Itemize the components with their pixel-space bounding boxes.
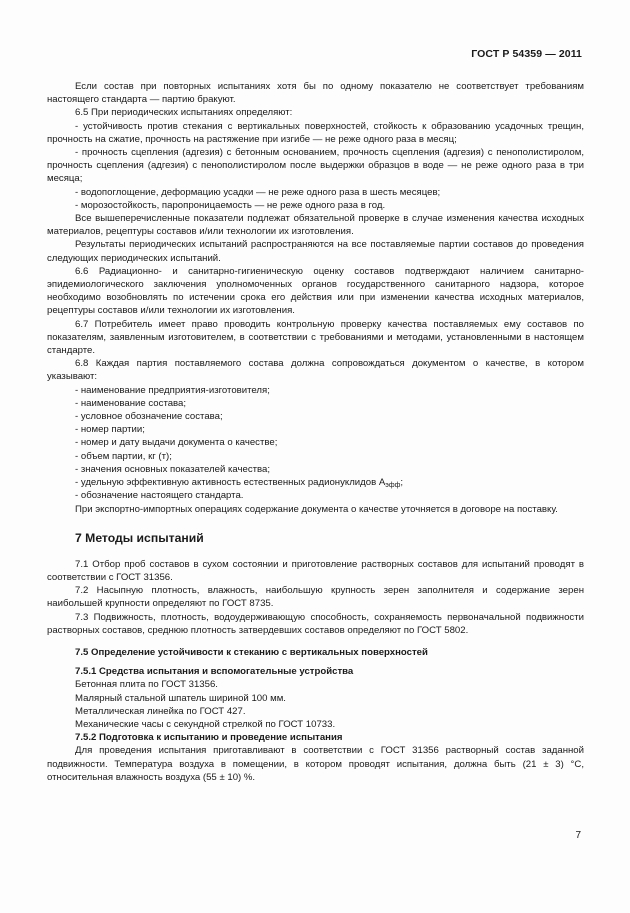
- paragraph: Если состав при повторных испытаниях хотя бы по одному показателю не соответствует требованиям настоящего стандарта — партию бракуют.: [47, 81, 584, 106]
- subsection-title: 7.5.2 Подготовка к испытанию и проведение испытания: [75, 732, 343, 744]
- page-content: [47, 80, 584, 784]
- list-item: - водопоглощение, деформацию усадки — не реже одного раза в шесть месяцев;: [75, 186, 441, 198]
- paragraph: Результаты периодических испытаний распространяются на все поставляемые партии составов до проведения следующих периодических испытаний.: [47, 239, 584, 264]
- paragraph: 7.1 Отбор проб составов в сухом состоянии и приготовление растворных составов для испытаний проводят в соответствии с ГОСТ 31356.: [47, 558, 584, 583]
- standard-header: ГОСТ Р 54359 — 2011: [471, 48, 582, 60]
- list-item-activity: [47, 476, 584, 489]
- list-item: - объем партии, кг (т);: [75, 450, 172, 462]
- paragraph: 6.7 Потребитель имеет право проводить контрольную проверку качества поставляемых ему составов по показателям, заявленным изготовителем, в соответствии с требованиями и методами, установленными в настоящем стандарте.: [47, 318, 584, 357]
- equipment-item: Малярный стальной шпатель шириной 100 мм.: [75, 692, 286, 704]
- activity-text: - удельную эффективную активность естественных радионуклидов А: [75, 477, 386, 489]
- list-item: - прочность сцепления (адгезия) с бетонным основанием, прочность сцепления (адгезия) с пенополистиролом, прочность сцепления (адгезия) с пенополистиролом после выдержки образцов в воде — не реже одного раза в три месяца;: [47, 147, 584, 185]
- paragraph: Для проведения испытания приготавливают в соответствии с ГОСТ 31356 растворный состав заданной подвижности. Температура воздуха в помещении, в котором проводят испытания, должна быть (21 ± 3) °С, относительная влажность воздуха (55 ± 10) %.: [47, 745, 584, 783]
- export-note: При экспортно-импортных операциях содержание документа о качестве уточняется в договоре на поставку.: [75, 503, 558, 515]
- list-item: - обозначение настоящего стандарта.: [75, 490, 244, 502]
- list-item: - номер партии;: [75, 424, 145, 436]
- list-item: - значения основных показателей качества;: [75, 463, 271, 475]
- paragraph: Все вышеперечисленные показатели подлежат обязательной проверке в случае изменения качества исходных материалов, рецептуры составов и/или технологии их изготовления.: [47, 213, 584, 238]
- activity-tail: ;: [400, 477, 404, 489]
- paragraph: 7.2 Насыпную плотность, влажность, наибольшую крупность зерен заполнителя и содержание зерен наибольшей крупности определяют по ГОСТ 8735.: [47, 585, 584, 610]
- subsection-title: 7.5 Определение устойчивости к стеканию с вертикальных поверхностей: [75, 646, 428, 658]
- list-item: - условное обозначение состава;: [75, 411, 223, 423]
- list-item: - номер и дату выдачи документа о качестве;: [75, 437, 278, 449]
- activity-subscript: эфф: [385, 482, 401, 490]
- equipment-item: Механические часы с секундной стрелкой по ГОСТ 10733.: [75, 718, 336, 730]
- list-item: - устойчивость против стекания с вертикальных поверхностей, стойкость к образованию усадочных трещин, прочность на сжатие, прочность на растяжение при изгибе — не реже одного раза в месяц;: [47, 120, 584, 145]
- paragraph: 7.3 Подвижность, плотность, водоудерживающую способность, сохраняемость первоначальной подвижности растворных составов, среднюю плотность затвердевших составов определяют по ГОСТ 5802.: [47, 611, 584, 636]
- page-number: 7: [575, 830, 581, 841]
- paragraph: 6.5 При периодических испытаниях определяют:: [75, 107, 293, 119]
- list-item: - наименование состава;: [75, 397, 187, 409]
- section-title: 7 Методы испытаний: [75, 530, 204, 545]
- equipment-item: Бетонная плита по ГОСТ 31356.: [75, 679, 218, 691]
- paragraph: 6.8 Каждая партия поставляемого состава должна сопровождаться документом о качестве, в котором указывают:: [47, 358, 584, 383]
- list-item: - морозостойкость, паропроницаемость — не реже одного раза в год.: [75, 199, 386, 211]
- list-item: - наименование предприятия-изготовителя;: [75, 384, 270, 396]
- equipment-item: Металлическая линейка по ГОСТ 427.: [75, 705, 246, 717]
- subsection-title: 7.5.1 Средства испытания и вспомогательные устройства: [75, 666, 354, 678]
- paragraph: 6.6 Радиационно- и санитарно-гигиеническую оценку составов подтверждают наличием санитарно-эпидемиологического заключения уполномоченных органов государственного санитарного надзора, которое необходимо возобновлять по истечении срока его действия или при изменении качества исходных материалов, рецептуры составов и/или технологии их изготовления.: [47, 265, 584, 317]
